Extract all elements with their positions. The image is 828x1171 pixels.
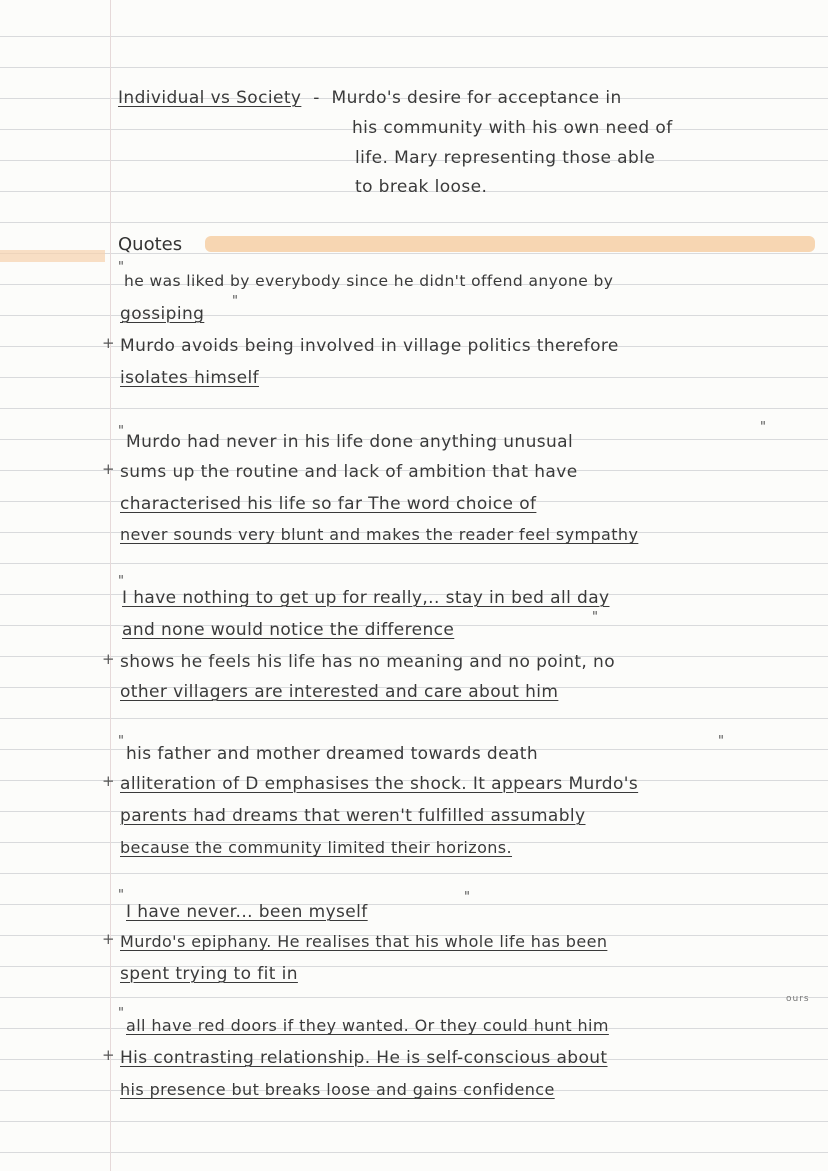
open-quote-mark: " — [118, 574, 124, 589]
quote-6-analysis-1: His contrasting relationship. He is self-conscious about — [120, 1048, 608, 1068]
close-quote-mark: " — [718, 734, 724, 749]
theme-separator: - — [313, 88, 320, 108]
open-quote-mark: " — [118, 260, 124, 275]
quote-3-analysis-1: shows he feels his life has no meaning and no point, no — [120, 652, 616, 672]
stray-annotation: ours — [786, 994, 810, 1004]
quote-5-analysis-1: Murdo's epiphany. He realises that his whole life has been — [120, 932, 608, 951]
quote-2-analysis-2: characterised his life so far The word choice of — [120, 494, 537, 514]
close-quote-mark: " — [464, 890, 470, 905]
open-quote-mark: " — [118, 888, 124, 903]
quote-3-analysis-2: other villagers are interested and care about him — [120, 682, 559, 702]
quote-2-analysis-3: never sounds very blunt and makes the reader feel sympathy — [120, 525, 639, 544]
theme-line-3: life. Mary representing those able — [355, 148, 656, 168]
bullet-marker: + — [102, 772, 115, 790]
close-quote-mark: " — [592, 610, 598, 625]
bullet-marker: + — [102, 334, 115, 352]
bullet-marker: + — [102, 460, 115, 478]
open-quote-mark: " — [118, 734, 124, 749]
close-quote-mark: " — [760, 420, 766, 435]
quote-1-line-2: gossiping — [120, 304, 205, 324]
margin-line — [110, 0, 111, 1171]
quotes-heading: Quotes — [118, 234, 183, 255]
quote-1-analysis-1: Murdo avoids being involved in village politics therefore — [120, 336, 619, 356]
highlighter-mark-left — [0, 250, 105, 262]
quote-6-line-1: all have red doors if they wanted. Or they could hunt him — [126, 1016, 609, 1035]
quote-3-line-2: and none would notice the difference — [122, 620, 455, 640]
quote-6-analysis-2: his presence but breaks loose and gains confidence — [120, 1080, 555, 1099]
bullet-marker: + — [102, 650, 115, 668]
quote-5-line-1: I have never... been myself — [126, 902, 368, 922]
quote-2-line-1: Murdo had never in his life done anything unusual — [126, 432, 574, 452]
theme-line-4: to break loose. — [355, 177, 488, 197]
quote-4-analysis-2: parents had dreams that weren't fulfilled assumably — [120, 806, 586, 826]
open-quote-mark: " — [118, 1006, 124, 1021]
bullet-marker: + — [102, 930, 115, 948]
bullet-marker: + — [102, 1046, 115, 1064]
theme-line-1: Murdo's desire for acceptance in — [331, 88, 622, 108]
quote-1-line-1: he was liked by everybody since he didn't offend anyone by — [124, 272, 614, 290]
theme-heading-line — [118, 88, 622, 108]
quote-3-line-1: I have nothing to get up for really,.. stay in bed all day — [122, 588, 610, 608]
quote-4-analysis-1: alliteration of D emphasises the shock. It appears Murdo's — [120, 774, 639, 794]
close-quote-mark: " — [232, 294, 238, 309]
quote-4-line-1: his father and mother dreamed towards death — [126, 744, 539, 764]
quote-4-analysis-3: because the community limited their horizons. — [120, 838, 513, 857]
open-quote-mark: " — [118, 424, 124, 439]
quote-1-analysis-2: isolates himself — [120, 368, 259, 388]
theme-line-2: his community with his own need of — [352, 118, 673, 138]
theme-label: Individual vs Society — [118, 88, 302, 108]
highlighter-mark — [205, 236, 815, 252]
quote-2-analysis-1: sums up the routine and lack of ambition that have — [120, 462, 578, 482]
quote-5-analysis-2: spent trying to fit in — [120, 964, 298, 984]
